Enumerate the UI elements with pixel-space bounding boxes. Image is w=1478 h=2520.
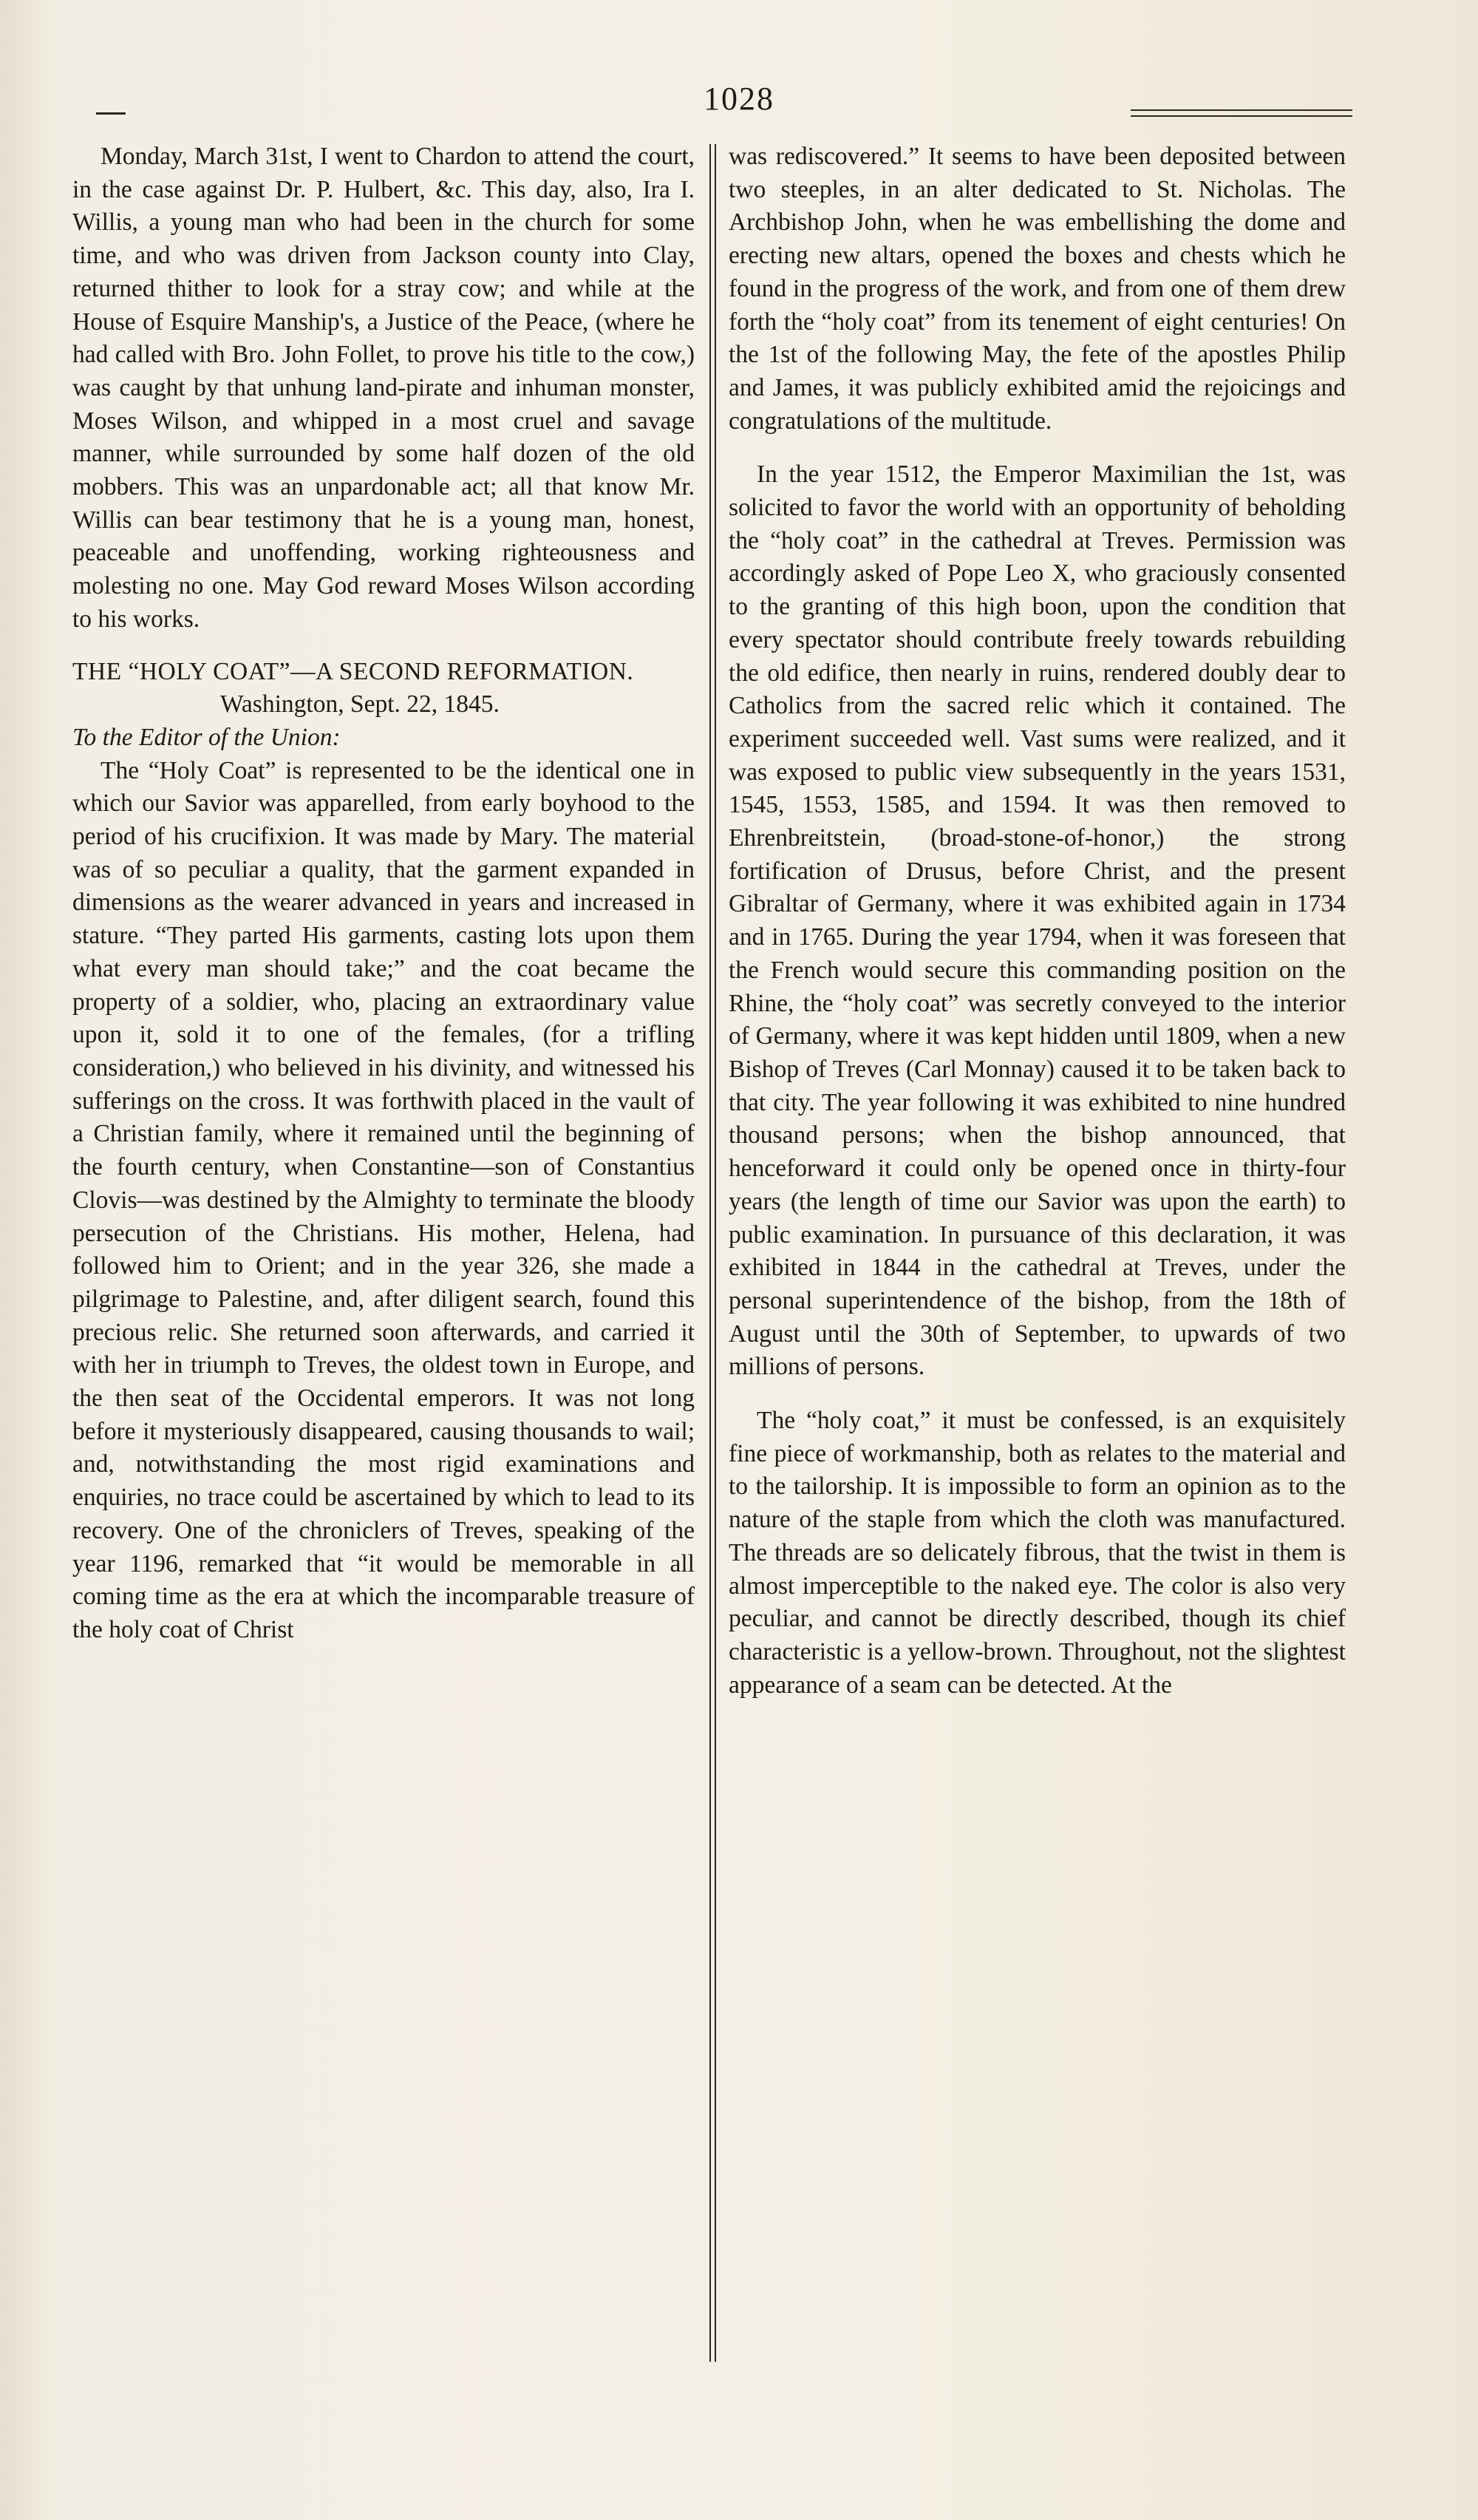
left-column bbox=[72, 140, 695, 1647]
right-column bbox=[729, 140, 1346, 1702]
paragraph-gap bbox=[729, 1384, 1346, 1405]
header-rule-right bbox=[1131, 109, 1352, 117]
page-number: 1028 bbox=[704, 81, 774, 117]
article-salutation: To the Editor of the Union: bbox=[72, 723, 341, 751]
article-dateline: Washington, Sept. 22, 1845. bbox=[220, 690, 500, 719]
column-divider bbox=[709, 144, 716, 2362]
article-heading: THE “HOLY COAT”—A SECOND REFORMATION. bbox=[72, 657, 634, 685]
paragraph-rediscovered: was rediscovered.” It seems to have been deposited between two steeples, in an alter dedicated to St. Nicholas. The Archbishop John, when he was embellishing the dome and erecting new altars, opened the boxes and chests which he found in the progress of the work, and from one of them drew forth the “holy coat” from its tenement of eight centuries! On the 1st of the following May, the fete of the apostles Philip and James, it was publicly exhibited amid the rejoicings and congratulations of the multitude. bbox=[729, 143, 1346, 435]
paragraph-gap bbox=[729, 438, 1346, 458]
paragraph-monday-court: Monday, March 31st, I went to Chardon to attend the court, in the case against Dr. P. Hulbert, &c. This day, also, Ira I. Willis, a young man who had been in the church for some time, and who was driven from Jackson county into Clay, returned thither to look for a stray cow; and while at the House of Esquire Manship's, a Justice of the Peace, (where he had called with Bro. John Follet, to prove his title to the cow,) was caught by that unhung land-pirate and inhuman monster, Moses Wilson, and whipped in a most cruel and savage manner, while surrounded by some half dozen of the old mobbers. This was an unpardonable act; all that know Mr. Willis can bear testimony that he is a young man, honest, peaceable and unoffending, working righteousness and molesting no one. May God reward Moses Wilson according to his works. bbox=[72, 143, 695, 633]
paragraph-year-1512: In the year 1512, the Emperor Maximilian the 1st, was solicited to favor the world with an opportunity of beholding the “holy coat” in the cathedral at Treves. Permission was accordingly asked of Pope Leo X, who graciously consented to the granting of this high boon, upon the condition that every spectator should contribute freely towards rebuilding the old edifice, then nearly in ruins, rendered doubly dear to Catholics from the sacred relic which it contained. The experiment succeeded well. Vast sums were realized, and it was exposed to public view subsequently in the years 1531, 1545, 1553, 1585, and 1594. It was then removed to Ehrenbreitstein, (broad-stone-of-honor,) the strong fortification of Drusus, before Christ, and the present Gibraltar of Germany, where it was exhibited again in 1734 and in 1765. During the year 1794, when it was foreseen that the French would secure this commanding position on the Rhine, the “holy coat” was secretly conveyed to the interior of Germany, where it was kept hidden until 1809, when a new Bishop of Treves (Carl Monnay) caused it to be taken back to that city. The year following it was exhibited to nine hundred thousand persons; when the bishop announced, that henceforward it could only be opened once in thirty-four years (the length of time our Savior was upon the earth) to public examination. In pursuance of this declaration, it was exhibited in 1844 in the cathedral at Treves, under the personal superintendence of the bishop, from the 18th of August until the 30th of September, to upwards of two millions of persons. bbox=[729, 461, 1346, 1381]
paragraph-holy-coat-intro: The “Holy Coat” is represented to be the identical one in which our Savior was apparelled, from early boyhood to the period of his crucifixion. It was made by Mary. The material was of so peculiar a quality, that the garment expanded in dimensions as the wearer advanced in years and increased in stature. “They parted His garments, casting lots upon them what every man should take;” and the coat became the property of a soldier, who, placing an extraordinary value upon it, sold it to one of the females, (for a trifling consideration,) who believed in his divinity, and witnessed his sufferings on the cross. It was forthwith placed in the vault of a Christian family, where it remained until the beginning of the fourth century, when Constantine—son of Constantius Clovis—was destined by the Almighty to terminate the bloody persecution of the Christians. His mother, Helena, had followed him to Orient; and in the year 326, she made a pilgrimage to Palestine, and, after diligent search, found this precious relic. She returned soon afterwards, and carried it with her in triumph to Treves, the oldest town in Europe, and the then seat of the Occidental emperors. It was not long before it mysteriously disappeared, causing thousands to wail; and, notwithstanding the most rigid examinations and enquiries, no trace could be ascertained by which to lead to its recovery. One of the chroniclers of Treves, speaking of the year 1196, remarked that “it would be memorable in all coming time as the era at which the incomparable treasure of the holy coat of Christ bbox=[72, 756, 695, 1643]
paragraph-workmanship: The “holy coat,” it must be confessed, is an exquisitely fine piece of workmanship, both as relates to the material and to the tailorship. It is impossible to form an opinion as to the nature of the staple from which the cloth was manufactured. The threads are so delicately fibrous, that the twist in them is almost imperceptible to the naked eye. The color is also very peculiar, and cannot be directly described, though its chief characteristic is a yellow-brown. Throughout, not the slightest appearance of a seam can be detected. At the bbox=[729, 1407, 1346, 1699]
